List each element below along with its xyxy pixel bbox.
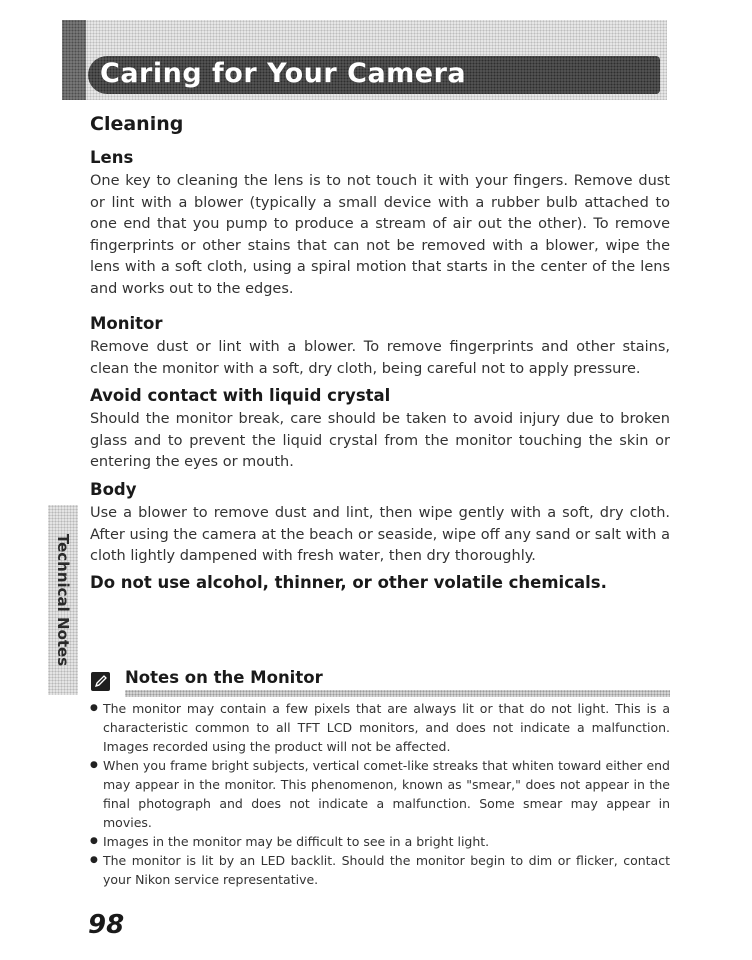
monitor-heading: Monitor <box>90 314 163 333</box>
list-item: ● The monitor is lit by an LED backlit. Should the monitor begin to dim or flicker, contact your Nikon service representative. <box>90 851 670 889</box>
list-item: ● When you frame bright subjects, vertical comet-like streaks that whiten toward either end may appear in the monitor. This phenomenon, known as "smear," does not appear in the final photograph and does not indicate a malfunction. Some smear may appear in movies. <box>90 756 670 832</box>
warning-text: Do not use alcohol, thinner, or other volatile chemicals. <box>90 573 607 592</box>
body-block <box>90 479 670 568</box>
body-heading: Body <box>90 480 137 499</box>
liquid-crystal-heading: Avoid contact with liquid crystal <box>90 386 391 405</box>
lens-text: One key to cleaning the lens is to not touch it with your fingers. Remove dust or lint with a blower (typically a small device with a rubber bulb attached to one end that you pump to produce a stream of air out the other). To remove fingerprints or other stains that can not be removed with a blower, wipe the lens with a soft cloth, using a spiral motion that starts in the center of the lens and works out to the edges. <box>90 173 670 297</box>
notes-title: Notes on the Monitor <box>125 668 323 687</box>
notes-divider <box>125 690 670 697</box>
lens-block <box>90 147 670 300</box>
list-item: ● Images in the monitor may be difficult to see in a bright light. <box>90 832 670 851</box>
liquid-crystal-text: Should the monitor break, care should be taken to avoid injury due to broken glass and to prevent the liquid crystal from the monitor touching the skin or entering the eyes or mouth. <box>90 411 670 470</box>
list-item: ● The monitor may contain a few pixels that are always lit or that do not light. This is a characteristic common to all TFT LCD monitors, and does not indicate a malfunction. Images recorded using the product will not be affected. <box>90 699 670 756</box>
monitor-text: Remove dust or lint with a blower. To remove fingerprints and other stains, clean the monitor with a soft, dry cloth, being careful not to apply pressure. <box>90 339 670 377</box>
notes-list <box>90 699 670 889</box>
page-title: Caring for Your Camera <box>100 58 467 89</box>
section-title: Cleaning <box>90 113 184 135</box>
liquid-crystal-block <box>90 385 670 474</box>
monitor-block <box>90 313 670 380</box>
body-text: Use a blower to remove dust and lint, then wipe gently with a soft, dry cloth. After using the camera at the beach or seaside, wipe off any sand or salt with a cloth lightly dampened with fresh water, then dry thoroughly. <box>90 505 670 564</box>
page-number: 98 <box>88 910 125 940</box>
header-accent-block <box>62 20 86 100</box>
pencil-note-icon <box>91 672 110 691</box>
lens-heading: Lens <box>90 148 134 167</box>
side-tab-label: Technical Notes <box>54 533 72 667</box>
